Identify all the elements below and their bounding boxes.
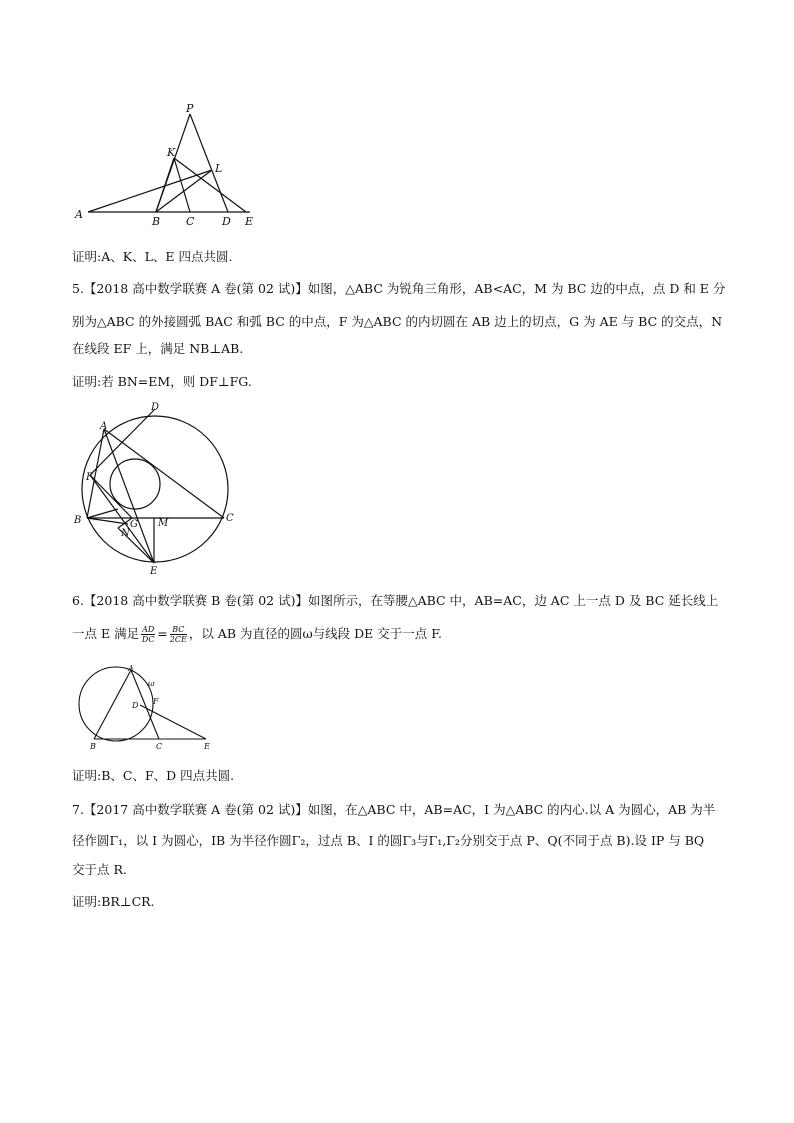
label-K: K: [167, 146, 176, 159]
problem-6-line-2: 一点 E 满足 $\frac{AD}{DC}$ = $\frac{BC}{2CE}$ ，以 AB 为直径的圆ω与线段 DE 交于一点 F.: [72, 625, 442, 644]
problem-7-line-3: 交于点 R.: [72, 862, 127, 877]
label-B: B: [152, 215, 161, 228]
problem-7-line-1: 7.【2017 高中数学联赛 A 卷(第 02 试)】如图，在△ABC 中，AB=AC，I 为△ABC 的内心.以 A 为圆心，AB 为半: [72, 802, 716, 817]
proof-5: 证明:若 BN=EM，则 DF⊥FG.: [72, 374, 252, 389]
figure-2: [70, 398, 250, 578]
label-D: D: [222, 215, 231, 228]
label-D: D: [151, 402, 160, 413]
label-A: A: [128, 664, 134, 673]
proof-6: 证明:B、C、F、D 四点共圆.: [72, 768, 235, 783]
label-B: B: [90, 742, 96, 751]
proof-7: 证明:BR⊥CR.: [72, 894, 155, 909]
label-C: C: [186, 215, 195, 228]
label-B: B: [74, 515, 82, 526]
label-M: M: [158, 518, 169, 529]
label-C: C: [156, 742, 163, 751]
label-E: E: [245, 215, 254, 228]
fraction-bc-2ce: $\frac{BC}{2CE}$: [169, 625, 187, 644]
label-F: F: [153, 697, 159, 706]
label-C: C: [226, 513, 234, 524]
label-F: F: [86, 472, 93, 483]
label-P: P: [186, 102, 194, 115]
proof-4: 证明:A、K、L、E 四点共圆.: [72, 249, 233, 264]
problem-5-line-2: 别为△ABC 的外接圆弧 BAC 和弧 BC 的中点，F 为△ABC 的内切圆在 AB 边上的切点，G 为 AE 与 BC 的交点，N: [72, 314, 723, 329]
label-D: D: [132, 701, 139, 710]
label-N: N: [121, 528, 130, 539]
label-A: A: [100, 421, 108, 432]
label-E: E: [204, 742, 210, 751]
label-omega: ω: [148, 679, 155, 688]
label-L: L: [215, 162, 223, 175]
problem-7-line-2: 径作圆Γ₁，以 I 为圆心，IB 为半径作圆Γ₂，过点 B、I 的圆Γ₃与Γ₁,Γ₂分别交于点 P、Q(不同于点 B).设 IP 与 BQ: [72, 833, 705, 848]
problem-6-line-1: 6.【2018 高中数学联赛 B 卷(第 02 试)】如图所示，在等腰△ABC 中，AB=AC，边 AC 上一点 D 及 BC 延长线上: [72, 593, 719, 608]
label-G: G: [130, 519, 138, 530]
fraction-ad-dc: $\frac{AD}{DC}$: [141, 625, 155, 644]
problem-5-line-3: 在线段 EF 上，满足 NB⊥AB.: [72, 341, 244, 356]
label-A: A: [75, 208, 83, 221]
figure-1: [70, 100, 270, 230]
figure-3: [72, 662, 222, 754]
label-E: E: [150, 566, 158, 577]
problem-5-line-1: 5.【2018 高中数学联赛 A 卷(第 02 试)】如图，△ABC 为锐角三角形，AB<AC，M 为 BC 边的中点，点 D 和 E 分: [72, 281, 726, 296]
